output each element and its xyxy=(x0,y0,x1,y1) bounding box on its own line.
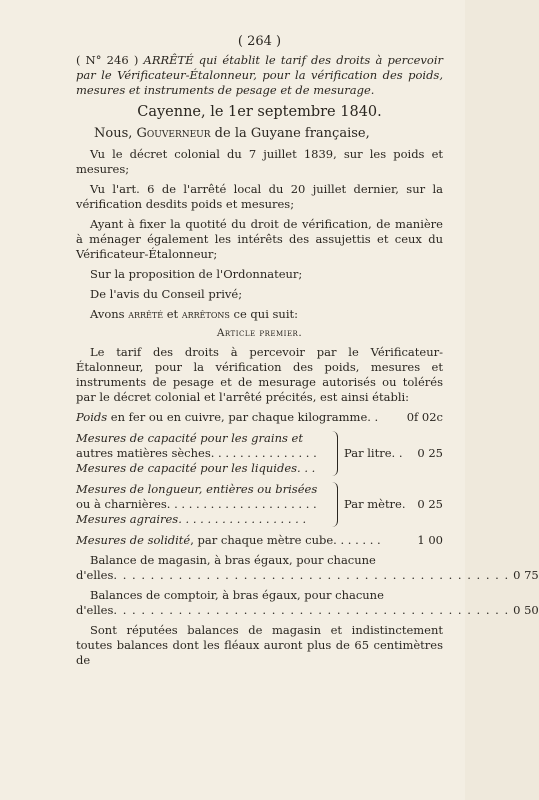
magasin-line-2: d'elles xyxy=(76,568,114,582)
paragraph-proposition: Sur la proposition de l'Ordonnateur; xyxy=(90,267,303,281)
longueur-unit: Par mètre. xyxy=(344,497,406,511)
nous-suffix: de la Guyane française, xyxy=(214,126,370,141)
comptoir-line-2: d'elles xyxy=(76,603,114,617)
longueur-line-2: ou à charnières. . . . . . . . . . . . . . . . . . . . . xyxy=(76,497,317,511)
tariff-row-magasin: Balance de magasin, à bras égaux, pour chacune d'elles . . . . . . . . . . . . . . . . . . . . . . . . . . . . . . . . . . . . . . . . . . . 0 75 xyxy=(76,553,539,582)
solidite-value: 1 00 xyxy=(417,533,443,547)
article-heading: Article premier. xyxy=(216,327,303,339)
capacite-unit: Par litre. . xyxy=(344,446,403,460)
comptoir-value: 0 50 xyxy=(513,603,539,617)
poids-label-italic: Poids xyxy=(76,410,108,424)
capacite-line-1: Mesures de capacité pour les grains et xyxy=(76,431,303,445)
tariff-group-longueur xyxy=(76,482,443,527)
nous-role: Gouverneur xyxy=(136,126,211,141)
magasin-value: 0 75 xyxy=(513,568,539,582)
page-number: ( 264 ) xyxy=(237,34,282,49)
solidite-label-italic: Mesures de solidité xyxy=(76,533,191,547)
longueur-line-1: Mesures de longueur, entières ou brisées xyxy=(76,482,318,496)
tariff-group-capacite xyxy=(76,431,443,476)
avons-mid: et xyxy=(166,307,179,321)
avons-suffix: ce qui suit: xyxy=(233,307,299,321)
nous-line xyxy=(94,126,443,141)
tariff-row-comptoir: Balances de comptoir, à bras égaux, pour chacune d'elles . . . . . . . . . . . . . . . . . . . . . . . . . . . . . . . . . . . . . . . . . . . 0 50 xyxy=(76,588,539,617)
avons-w1: arrêté xyxy=(128,307,164,321)
tariff-row-solidite xyxy=(76,533,443,548)
decree-title xyxy=(76,53,443,98)
capacite-value: 0 25 xyxy=(417,446,443,460)
longueur-value: 0 25 xyxy=(417,497,443,511)
nous-prefix: Nous, xyxy=(94,126,133,141)
paragraph-avis: De l'avis du Conseil privé; xyxy=(90,287,243,301)
article-text: Le tarif des droits à percevoir par le Vérificateur-Étalonneur, pour la vérification des poids, mesures et instruments de pesage et de mesurage autorisés ou tolérés par le décret colonial et l'arrêté précités, est ainsi établi: xyxy=(76,345,443,404)
paragraph-ayant: Ayant à fixer la quotité du droit de vérification, de manière à ménager également les intérêts des assujettis et ceux du Vérificateur-Étalonneur; xyxy=(76,217,443,261)
decree-title-text: ARRÊTÉ qui établit le tarif des droits à percevoir par le Vérificateur-Étalonneur, pour la vérification des poids, mesures et instruments de pesage et de mesurage. xyxy=(76,53,444,97)
longueur-line-3: Mesures agraires. . . . . . . . . . . . . . . . . . xyxy=(76,512,307,526)
poids-value: 0f 02c xyxy=(406,410,443,424)
solidite-label: , par chaque mètre cube. . . . . . . xyxy=(190,533,381,547)
paragraph-vu-art: Vu l'art. 6 de l'arrêté local du 20 juillet dernier, sur la vérification desdits poids et mesures; xyxy=(76,182,443,211)
paragraph-vu-decret: Vu le décret colonial du 7 juillet 1839, sur les poids et mesures; xyxy=(76,147,443,176)
comptoir-line-1: Balances de comptoir, à bras égaux, pour chacune xyxy=(90,588,384,602)
avons-prefix: Avons xyxy=(90,307,125,321)
tariff-row-poids xyxy=(76,410,443,425)
dateline: Cayenne, le 1er septembre 1840. xyxy=(137,104,382,120)
closing-paragraph: Sont réputées balances de magasin et indistinctement toutes balances dont les fléaux auront plus de 65 centimètres de xyxy=(76,623,443,667)
capacite-brace xyxy=(331,431,338,476)
avons-w2: arrêtons xyxy=(181,307,230,321)
paragraph-avons xyxy=(76,307,443,322)
magasin-line-1: Balance de magasin, à bras égaux, pour chacune xyxy=(90,553,376,567)
longueur-brace xyxy=(331,482,338,527)
capacite-line-3: Mesures de capacité pour les liquides. . . xyxy=(76,461,316,475)
poids-label: en fer ou en cuivre, par chaque kilogramme. . xyxy=(110,410,379,424)
capacite-line-2: autres matières sèches. . . . . . . . . . . . . . . xyxy=(76,446,317,460)
decree-number: ( N° 246 ) xyxy=(76,53,139,67)
